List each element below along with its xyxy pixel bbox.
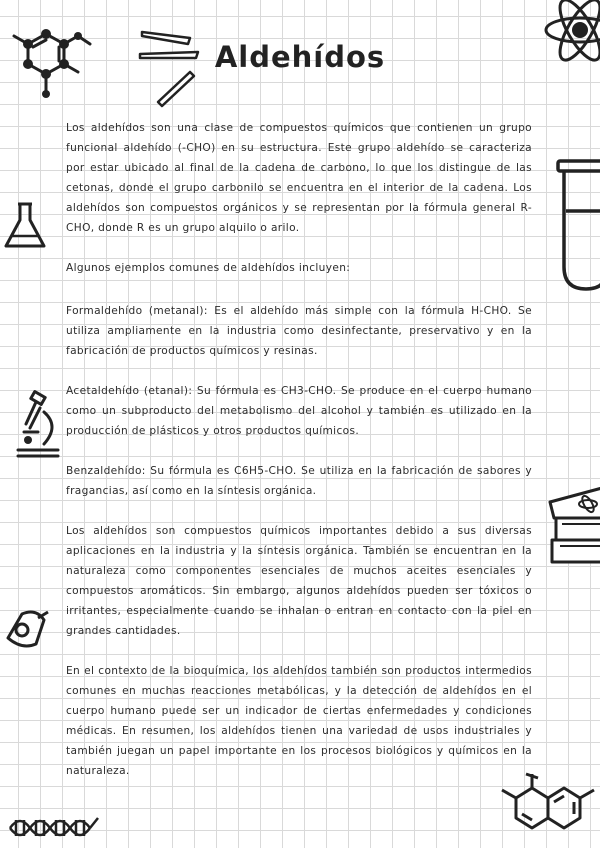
biochemistry-paragraph: En el contexto de la bioquímica, los aldehídos también son productos intermedios comunes en muchas reacciones metabólicas, y la detección de aldehídos en el cuerpo humano puede ser un indicador de ciertas enfermedades y condiciones médicas. En resumen, los aldehídos tienen una variedad de usos industriales y también juegan un papel importante en los procesos biológicos y químicos en la naturaleza. [66,665,532,777]
microscope-icon [14,390,62,460]
intro-paragraph: Los aldehídos son una clase de compuestos químicos que contienen un grupo funcional aldehído (-CHO) en su estructura. Este grupo aldehído se caracteriza por estar ubicado al final de la cadena de carbono, lo que los distingue de las cetonas, donde el grupo carbonilo se encuentra en el interior de la cadena. Los aldehídos son compuestos orgánicos y se representan por la fórmula general R-CHO, donde R es un grupo alquilo o arilo. [66,122,532,234]
page-title: Aldehídos [214,40,386,74]
importance-paragraph: Los aldehídos son compuestos químicos importantes debido a sus diversas aplicaciones en la industria y la síntesis orgánica. También se encuentran en la naturaleza como componentes esenciales de muchos aceites esenciales y compuestos aromáticos. Sin embargo, algunos aldehídos pueden ser tóxicos o irritantes, especialmente cuando se inhalan o entran en contacto con la piel en grandes cantidades. [66,525,532,637]
benzaldehyde-paragraph: Benzaldehído: Su fórmula es C6H5-CHO. Se utiliza en la fabricación de sabores y fragancias, así como en la síntesis orgánica. [66,465,532,497]
dna-strand-icon [8,814,98,842]
test-tube-icon [552,155,600,295]
acetaldehyde-paragraph: Acetaldehído (etanal): Su fórmula es CH3-CHO. Se produce en el cuerpo humano como un subproducto del metabolismo del alcohol y también es utilizado en la producción de plásticos y otros productos químicos. [66,385,532,437]
erlenmeyer-flask-icon [2,200,50,252]
examples-heading-paragraph: Algunos ejemplos comunes de aldehídos incluyen: [66,262,351,274]
books-stack-icon [548,480,600,576]
document-body [66,118,532,801]
safety-goggles-icon [2,604,52,654]
formaldehyde-paragraph: Formaldehído (metanal): Es el aldehído más simple con la fórmula H-CHO. Se utiliza ampliamente en la industria como desinfectante, preservativo y en la fabricación de productos químicos y resinas. [66,305,532,357]
